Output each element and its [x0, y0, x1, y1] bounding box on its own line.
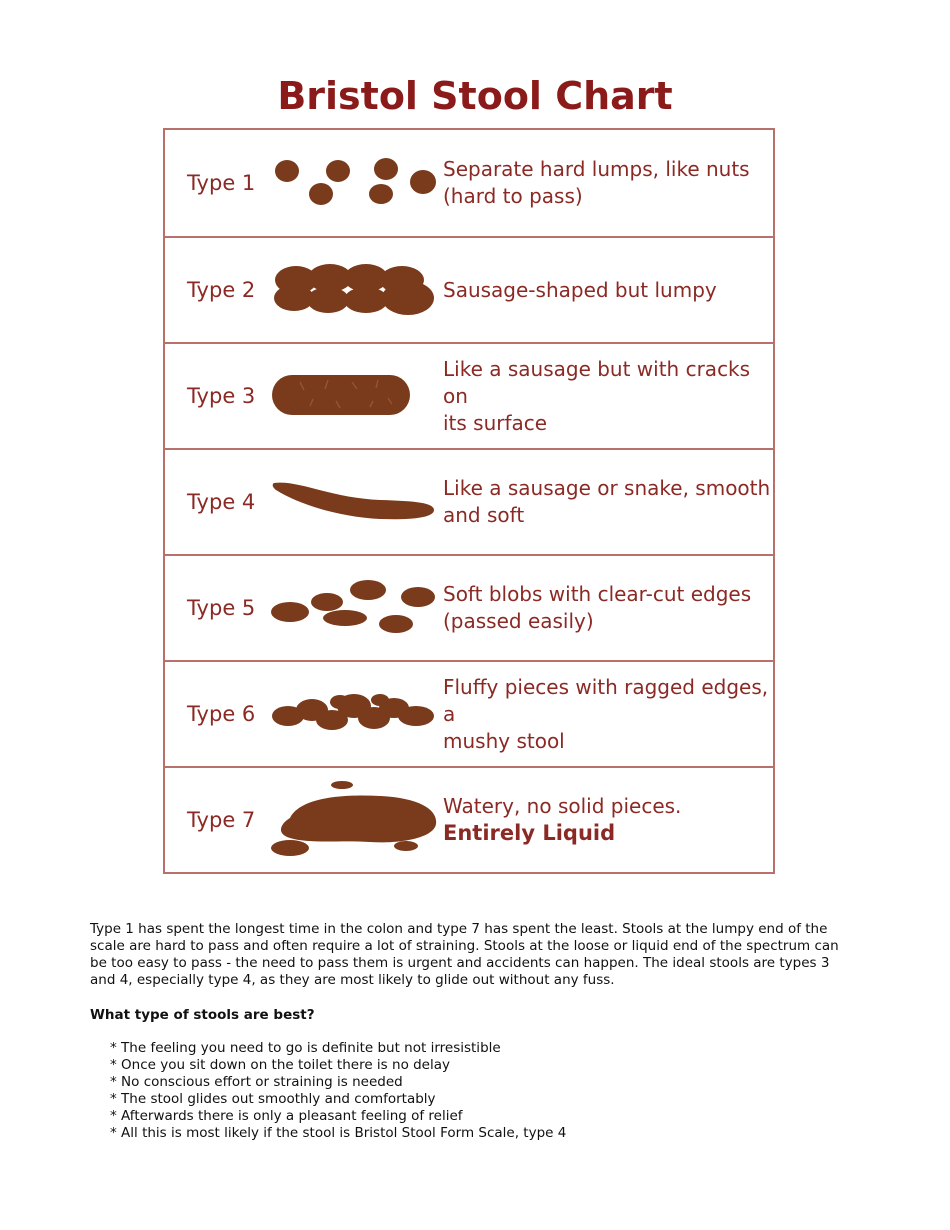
smooth-snake-icon — [270, 450, 440, 554]
cracked-sausage-icon — [270, 344, 440, 448]
fluffy-pieces-icon — [270, 662, 440, 766]
type-label: Type 1 — [187, 171, 256, 195]
list-item: * The stool glides out smoothly and comfortably — [110, 1091, 566, 1108]
table-row — [165, 554, 773, 660]
explanation-paragraph: Type 1 has spent the longest time in the colon and type 7 has spent the least. Stools at the lumpy end of the scale are hard to pass and often require a lot of straining. Stools at the loose or liquid end of the spectrum can be too easy to pass - the need to pass them is urgent and accidents can happen. The ideal stools are types 3 and 4, especially type 4, as they are most likely to glide out without any fuss. — [90, 921, 839, 988]
soft-blobs-icon — [270, 556, 440, 660]
list-item: * Afterwards there is only a pleasant feeling of relief — [110, 1108, 566, 1125]
description-line: (hard to pass) — [443, 184, 583, 208]
type-label: Type 7 — [187, 808, 256, 832]
table-row — [165, 236, 773, 342]
list-item: * All this is most likely if the stool is Bristol Stool Form Scale, type 4 — [110, 1125, 566, 1142]
table-row — [165, 766, 773, 872]
type-description — [443, 344, 773, 448]
description-emphasis: Entirely Liquid — [443, 821, 616, 845]
stool-chart-table — [163, 128, 775, 874]
type-2-illustration — [270, 238, 440, 342]
type-label: Type 6 — [187, 702, 256, 726]
liquid-puddle-icon — [270, 768, 440, 872]
description-line: its surface — [443, 410, 548, 435]
list-item: * The feeling you need to go is definite but not irresistible — [110, 1040, 566, 1057]
description-line: and soft — [443, 503, 525, 527]
description-line: Soft blobs with clear-cut edges — [443, 582, 752, 606]
section-heading: What type of stools are best? — [90, 1007, 315, 1023]
list-item: * No conscious effort or straining is needed — [110, 1074, 566, 1091]
table-row — [165, 660, 773, 766]
type-description — [443, 768, 773, 872]
type-description — [443, 556, 773, 660]
description-line: Separate hard lumps, like nuts — [443, 157, 750, 181]
type-description — [443, 130, 773, 236]
table-row — [165, 448, 773, 554]
type-5-illustration — [270, 556, 440, 660]
type-3-illustration — [270, 344, 440, 448]
lumpy-sausage-icon — [270, 238, 440, 342]
description-line: Like a sausage but with cracks on — [443, 356, 751, 408]
type-4-illustration — [270, 450, 440, 554]
best-stools-list — [110, 1040, 566, 1142]
type-label: Type 2 — [187, 278, 256, 302]
type-label: Type 5 — [187, 596, 256, 620]
type-label: Type 3 — [187, 384, 256, 408]
type-label: Type 4 — [187, 490, 256, 514]
description-line: Like a sausage or snake, smooth — [443, 476, 771, 500]
list-item: * Once you sit down on the toilet there is no delay — [110, 1057, 566, 1074]
type-description — [443, 662, 773, 766]
description-line: mushy stool — [443, 728, 565, 753]
description-line: (passed easily) — [443, 609, 594, 633]
table-row — [165, 342, 773, 448]
table-row — [165, 130, 773, 236]
type-7-illustration — [270, 768, 440, 872]
description-line: Sausage-shaped but lumpy — [443, 277, 717, 302]
type-1-illustration — [270, 130, 440, 236]
description-line: Watery, no solid pieces. — [443, 794, 682, 818]
type-6-illustration — [270, 662, 440, 766]
chart-title: Bristol Stool Chart — [277, 74, 673, 118]
type-description — [443, 450, 773, 554]
description-line: Fluffy pieces with ragged edges, a — [443, 674, 769, 726]
type-description — [443, 238, 773, 342]
hard-lumps-icon — [270, 130, 440, 236]
